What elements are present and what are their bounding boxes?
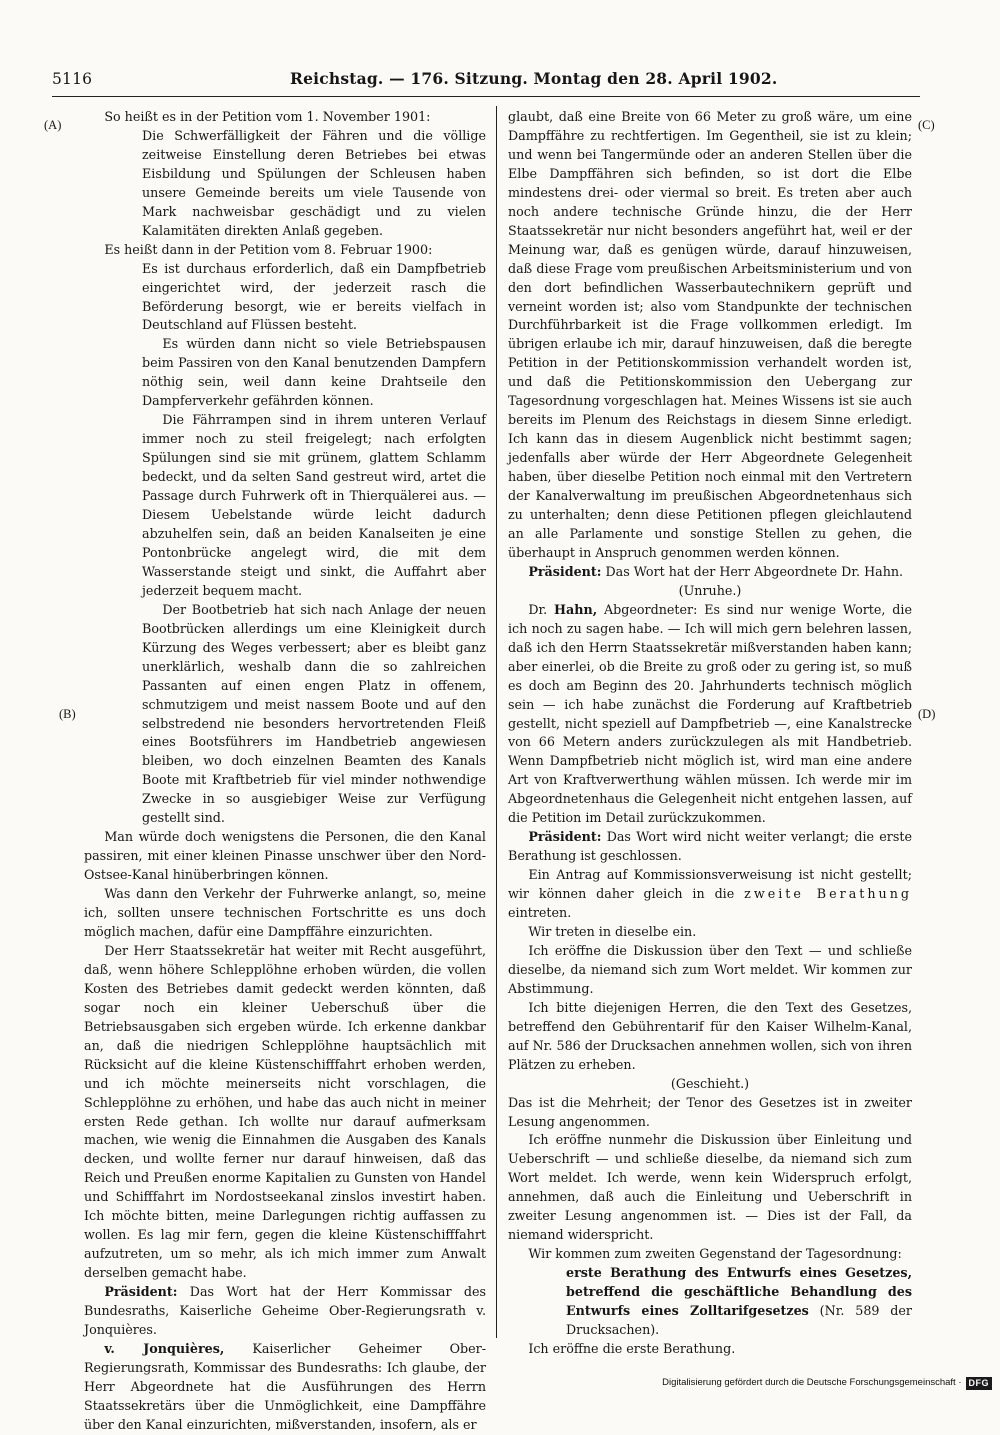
paragraph: Wir treten in dieselbe ein. <box>528 923 697 939</box>
paragraph: Das ist die Mehrheit; der Tenor des Gesetzes ist in zweiter Lesung angenommen. <box>508 1094 912 1129</box>
petition-quote: Es ist durchaus erforderlich, daß ein Dampfbetrieb eingerichtet wird, der jederzeit rasch die Beförderung besorgt, wie er bereits vielfach in Deutschland auf Flüssen besteht. <box>142 260 486 333</box>
speech-paragraph <box>508 563 912 582</box>
column-divider <box>496 106 497 1338</box>
right-column <box>508 108 912 1359</box>
paragraph: So heißt es in der Petition vom 1. November 1901: <box>104 109 431 124</box>
speech-text: Das Wort wird nicht weiter verlangt; die erste Berathung ist geschlossen. <box>508 829 912 864</box>
speech-paragraph <box>508 828 912 866</box>
agenda-title: erste Berathung des Entwurfs eines Gesetzes, betreffend die geschäftliche Behandlung des Entwurfs eines Zolltarifgesetzes <box>566 1265 912 1319</box>
margin-marker-b: (B) <box>59 707 76 721</box>
paragraph: Ich eröffne die Diskussion über den Text — und schließe dieselbe, da niemand sich zum Wort meldet. Wir kommen zur Abstimmung. <box>508 942 912 996</box>
speech-text: Das Wort hat der Herr Kommissar des Bundesraths, Kaiserliche Geheime Ober-Regierungsrath v. Jonquières. <box>84 1284 486 1337</box>
speech-text: Kaiserlicher Geheimer Ober-Regierungsrath, Kommissar des Bundesraths: Ich glaube, der Herr Abgeordnete hat die Ausführungen des Herrn Staatssekretärs über die Unmöglichkeit, eine Dampffähre über den Kanal einzurichten, mißverstanden, insofern, als er <box>84 1340 486 1432</box>
speaker-name: v. Jonquières, <box>104 1340 225 1356</box>
paragraph <box>508 866 912 923</box>
page-header <box>52 68 922 90</box>
speech-paragraph <box>84 1340 486 1435</box>
petition-quote: Der Bootbetrieb hat sich nach Anlage der neuen Bootbrücken allerdings um eine Kleinigkeit durch Kürzung des Weges verbessert; aber es bleibt ganz unerklärlich, weshalb dann die so zahlreichen Passanten auf einen engen Platz in offenem, schmutzigem und meist nassem Boote und auf den selbstredend nie besonders hervortretenden Fleiß eines Bootsführers im Handbetrieb angewiesen bleiben, wo doch einzelnen Beamten des Kanals Boote mit Kraftbetrieb für viel minder nothwendige Zwecke in so ausgiebiger Weise zur Verfügung gestellt sind. <box>142 601 486 826</box>
margin-marker-c: (C) <box>918 118 935 132</box>
speaker-name: Präsident: <box>104 1284 178 1300</box>
speech-paragraph <box>508 601 912 828</box>
stage-direction: (Unruhe.) <box>678 582 742 598</box>
speaker-title: Dr. <box>528 601 555 617</box>
paragraph: Der Herr Staatssekretär hat weiter mit Recht ausgeführt, daß, wenn höhere Schlepplöhne erhoben würden, die vollen Kosten des Betriebes damit gedeckt werden könnten, daß sogar noch ein kleiner Ueberschuß über die Betriebsausgaben sich ergeben würde. Ich erkenne dankbar an, daß die niedrigen Schlepplöhne hauptsächlich mit Rücksicht auf die kleine Küstenschifffahrt erhoben werden, und ich möchte meinerseits nicht vorschlagen, die Schlepplöhne zu erhöhen, und habe das auch nicht in meiner ersten Rede gethan. Ich wollte nur darauf aufmerksam machen, wie wenig die Einnahmen die Ausgaben des Kanals decken, und wollte ferner nur darauf hinweisen, daß das Reich und Preußen enorme Kapitalien zu Gunsten von Handel und Schifffahrt im Nordostseekanal zinslos investirt haben. Ich möchte bitten, meine Darlegungen richtig auffassen zu wollen. Es lag mir fern, gegen die kleine Küstenschifffahrt aufzutreten, um so mehr, als ich mich immer zum Anwalt derselben gemacht habe. <box>84 942 486 1281</box>
speech-paragraph <box>84 1283 486 1340</box>
page-number: 5116 <box>52 70 93 88</box>
speech-text: Das Wort hat der Herr Abgeordnete Dr. Hahn. <box>601 563 904 579</box>
petition-quote: Die Schwerfälligkeit der Fähren und die völlige zeitweise Einstellung deren Betriebes bei etwas Eisbildung und Spülungen der Schleusen haben unsere Gemeinde bereits um viele Tausende von Mark nachweisbar geschädigt und zu vielen Kalamitäten direkten Anlaß gegeben. <box>142 127 486 238</box>
digitization-footer <box>662 1375 992 1391</box>
paragraph: glaubt, daß eine Breite von 66 Meter zu groß wäre, um eine Dampffähre zu rechtfertigen. Im Gegentheil, sie ist zu klein; und wenn bei Tangermünde oder an anderen Stellen über die Elbe Dampffähren sich befinden, so ist dort die Elbe mindestens drei- oder viermal so breit. Es treten aber auch noch andere technische Gründe hinzu, die der Herr Staatssekretär nur nicht besonders angeführt hat, weil er der Meinung war, daß es genügen würde, darauf hinzuweisen, daß diese Frage vom preußischen Arbeitsministerium und von den dort befindlichen Wasserbautechnikern geprüft und verneint worden ist; also vom Standpunkte der technischen Durchführbarkeit ist die Frage vollkommen erledigt. Im übrigen erlaube ich mir, darauf hinzuweisen, daß die beregte Petition in der Petitionskommission verhandelt worden ist, und daß die Petitionskommission den Uebergang zur Tagesordnung vorgeschlagen hat. Meines Wissens ist sie auch bereits im Plenum des Reichstags in diesem Sinne erledigt. Ich kann das in diesem Augenblick nicht bestimmt sagen; jedenfalls aber würde der Herr Abgeordnete Gelegenheit haben, über dieselbe Petition noch einmal mit den Vertretern der Kanalverwaltung im preußischen Abgeordnetenhaus sich zu unterhalten; denn diese Petitionen pflegen gleichlautend an alle Parlamente und sonstige Stellen zu gehen, die überhaupt in Anspruch genommen werden können. <box>508 109 912 560</box>
petition-quote: Es würden dann nicht so viele Betriebspausen beim Passiren von den Kanal benutzenden Dampfern nöthig sein, weil dann keine Drahtseile den Dampferverkehr gefährden können. <box>142 336 486 409</box>
margin-marker-a: (A) <box>44 118 62 132</box>
paragraph: Ich bitte diejenigen Herren, die den Text des Gesetzes, betreffend den Gebührentarif für den Kaiser Wilhelm-Kanal, auf Nr. 586 der Drucksachen annehmen wollen, sich von ihren Plätzen zu erheben. <box>508 999 912 1072</box>
paragraph: Ich eröffne nunmehr die Diskussion über Einleitung und Ueberschrift — und schließe dieselbe, da niemand sich zum Wort meldet. Ich werde, wenn kein Widerspruch erfolgt, annehmen, daß auch die Einleitung und Ueberschrift in zweiter Lesung angenommen ist. — Dies ist der Fall, da niemand widerspricht. <box>508 1132 912 1243</box>
header-rule <box>52 96 920 97</box>
paragraph: Ich eröffne die erste Berathung. <box>528 1340 736 1356</box>
speaker-name: Präsident: <box>528 829 602 845</box>
stage-direction: (Geschieht.) <box>670 1075 750 1091</box>
speaker-name: Präsident: <box>528 563 602 579</box>
paragraph-text: eintreten. <box>508 905 572 921</box>
paragraph: Es heißt dann in der Petition vom 8. Februar 1900: <box>104 241 433 257</box>
speech-text: Abgeordneter: Es sind nur wenige Worte, die ich noch zu sagen habe. — Ich will mich gern belehren lassen, daß ich den Herrn Staatssekretär mißverstanden haben kann; aber einerlei, ob die Breite zu groß oder zu gering ist, so muß es doch am Beginn des 20. Jahrhunderts technisch möglich sein — ich habe zunächst die Forderung auf Kraftbetrieb gestellt, nicht speziell auf Dampfbetrieb —, eine Kanalstrecke von 66 Metern anders zurückzulegen als mit Handbetrieb. Wenn Dampfbetrieb nicht möglich ist, wird man eine andere Art von Kraftverwerthung wählen müssen. Ich werde mir im Abgeordnetenhaus die Gelegenheit nicht entgehen lassen, auf die Petition im Detail zurückzukommen. <box>508 601 912 826</box>
left-column <box>84 108 486 1435</box>
agenda-item <box>566 1264 912 1340</box>
paragraph: Man würde doch wenigstens die Personen, die den Kanal passiren, mit einer kleinen Pinasse unschwer über den Nord-Ostsee-Kanal hinüberbringen können. <box>84 829 486 883</box>
paragraph-text: Ein Antrag auf Kommissionsverweisung ist nicht gestellt; wir können daher gleich in die <box>508 867 912 902</box>
paragraph: Was dann den Verkehr der Fuhrwerke anlangt, so, meine ich, sollten unsere technischen Fortschritte es uns doch möglich machen, dafür eine Dampffähre einzurichten. <box>84 886 486 939</box>
agenda-reference: (Nr. 589 der Drucksachen). <box>566 1303 912 1337</box>
footer-text: Digitalisierung gefördert durch die Deutsche Forschungsgemeinschaft · <box>662 1377 962 1388</box>
emphasized-text: zweite Berathung <box>744 886 912 902</box>
running-title: Reichstag. — 176. Sitzung. Montag den 28. April 1902. <box>290 69 778 88</box>
margin-marker-d: (D) <box>918 707 936 721</box>
petition-quote: Die Fährrampen sind in ihrem unteren Verlauf immer noch zu steil freigelegt; nach erfolgten Spülungen sind sie mit grünem, glattem Schlamm bedeckt, und da selten Sand gestreut wird, artet die Passage durch Fuhrwerk oft in Thierquälerei aus. — Diesem Uebelstande würde leicht dadurch abzuhelfen sein, daß an beiden Kanalseiten je eine Pontonbrücke angelegt wird, die mit dem Wasserstande steigt und sinkt, die Auffahrt aber jederzeit bequem macht. <box>142 412 486 598</box>
dfg-logo: DFG <box>966 1377 993 1390</box>
speaker-name: Hahn, <box>554 601 598 617</box>
paragraph: Wir kommen zum zweiten Gegenstand der Tagesordnung: <box>528 1246 902 1262</box>
